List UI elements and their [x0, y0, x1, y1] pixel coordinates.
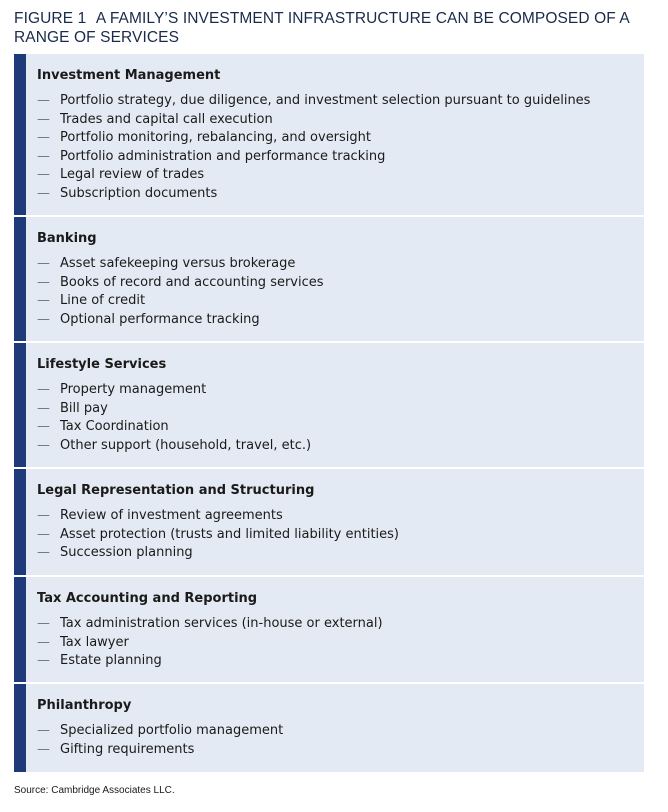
list-item-text: Succession planning — [60, 545, 193, 561]
list-item — [37, 92, 590, 111]
list-item-text: Specialized portfolio management — [60, 723, 284, 738]
list-item — [37, 400, 311, 419]
dash-bullet: — — [37, 311, 50, 327]
service-list — [37, 92, 590, 204]
dash-bullet: — — [37, 185, 50, 201]
list-item — [37, 544, 399, 563]
list-item — [37, 381, 311, 400]
section-lifestyle-services — [14, 343, 644, 469]
source-note: Source: Cambridge Associates LLC. — [14, 785, 175, 796]
list-item-text: Property management — [60, 382, 207, 397]
dash-bullet: — — [37, 419, 50, 435]
list-item — [37, 166, 590, 185]
list-item-text: Tax administration services (in-house or external) — [60, 616, 383, 631]
list-item — [37, 741, 283, 760]
list-item-text: Review of investment agreements — [60, 508, 283, 523]
figure-title-text: A FAMILY’S INVESTMENT INFRASTRUCTURE CAN BE COMPOSED OF A RANGE OF SERVICES — [14, 10, 629, 46]
list-item-text: Gifting requirements — [60, 741, 195, 757]
dash-bullet: — — [37, 634, 50, 650]
section-banking — [14, 217, 644, 343]
list-item-text: Bill pay — [60, 400, 108, 416]
list-item-text: Portfolio administration and performance tracking — [60, 148, 386, 164]
section-tax-accounting — [14, 577, 644, 684]
list-item-text: Trades and capital call execution — [60, 111, 273, 127]
list-item-text: Asset safekeeping versus brokerage — [60, 256, 296, 271]
list-item-text: Other support (household, travel, etc.) — [60, 437, 312, 453]
list-item-text: Portfolio monitoring, rebalancing, and oversight — [60, 130, 372, 146]
list-item — [37, 292, 324, 311]
list-item-text: Line of credit — [60, 293, 146, 309]
list-item — [37, 311, 324, 330]
list-item — [37, 148, 590, 167]
list-item-text: Asset protection (trusts and limited liability entities) — [60, 526, 400, 542]
list-item — [37, 634, 383, 653]
service-list — [37, 255, 324, 329]
service-list — [37, 722, 283, 759]
dash-bullet: — — [37, 274, 50, 290]
list-item — [37, 255, 324, 274]
service-list — [37, 381, 311, 455]
dash-bullet: — — [37, 653, 50, 669]
list-item-text: Books of record and accounting services — [60, 274, 324, 290]
dash-bullet: — — [37, 111, 50, 127]
dash-bullet: — — [37, 437, 50, 453]
dash-bullet: — — [37, 382, 50, 397]
section-heading: Lifestyle Services — [37, 357, 167, 372]
dash-bullet: — — [37, 167, 50, 183]
dash-bullet: — — [37, 723, 50, 738]
section-philanthropy — [14, 684, 644, 772]
section-accent-bar — [14, 469, 26, 577]
dash-bullet: — — [37, 148, 50, 164]
list-item — [37, 418, 311, 437]
list-item — [37, 507, 399, 526]
service-list — [37, 507, 399, 563]
list-item — [37, 111, 590, 130]
list-item — [37, 437, 311, 456]
list-item — [37, 129, 590, 148]
dash-bullet: — — [37, 526, 50, 542]
dash-bullet: — — [37, 616, 50, 631]
list-item — [37, 615, 383, 634]
list-item-text: Tax Coordination — [60, 419, 169, 435]
dash-bullet: — — [37, 93, 50, 108]
dash-bullet: — — [37, 400, 50, 416]
dash-bullet: — — [37, 293, 50, 309]
list-item — [37, 274, 324, 293]
section-heading: Banking — [37, 231, 97, 246]
list-item — [37, 722, 283, 741]
list-item — [37, 185, 590, 204]
section-investment-management — [14, 54, 644, 217]
section-legal-representation — [14, 469, 644, 577]
section-heading: Tax Accounting and Reporting — [37, 591, 258, 606]
figure-label: FIGURE 1 — [14, 10, 87, 27]
dash-bullet: — — [37, 508, 50, 523]
list-item-text: Estate planning — [60, 653, 162, 669]
service-list — [37, 615, 383, 671]
list-item-text: Tax lawyer — [60, 634, 129, 650]
section-heading: Investment Management — [37, 68, 221, 83]
section-accent-bar — [14, 54, 26, 217]
section-accent-bar — [14, 577, 26, 684]
section-accent-bar — [14, 684, 26, 772]
list-item-text: Legal review of trades — [60, 167, 205, 183]
section-heading: Philanthropy — [37, 698, 132, 713]
section-accent-bar — [14, 343, 26, 469]
services-panel — [14, 54, 644, 772]
list-item — [37, 526, 399, 545]
dash-bullet: — — [37, 545, 50, 561]
list-item-text: Portfolio strategy, due diligence, and investment selection pursuant to guidelines — [60, 93, 591, 108]
list-item — [37, 652, 383, 671]
dash-bullet: — — [37, 741, 50, 757]
dash-bullet: — — [37, 256, 50, 271]
section-accent-bar — [14, 217, 26, 343]
dash-bullet: — — [37, 130, 50, 146]
list-item-text: Optional performance tracking — [60, 311, 260, 327]
list-item-text: Subscription documents — [60, 185, 218, 201]
section-heading: Legal Representation and Structuring — [37, 483, 315, 498]
figure-title — [14, 9, 644, 47]
